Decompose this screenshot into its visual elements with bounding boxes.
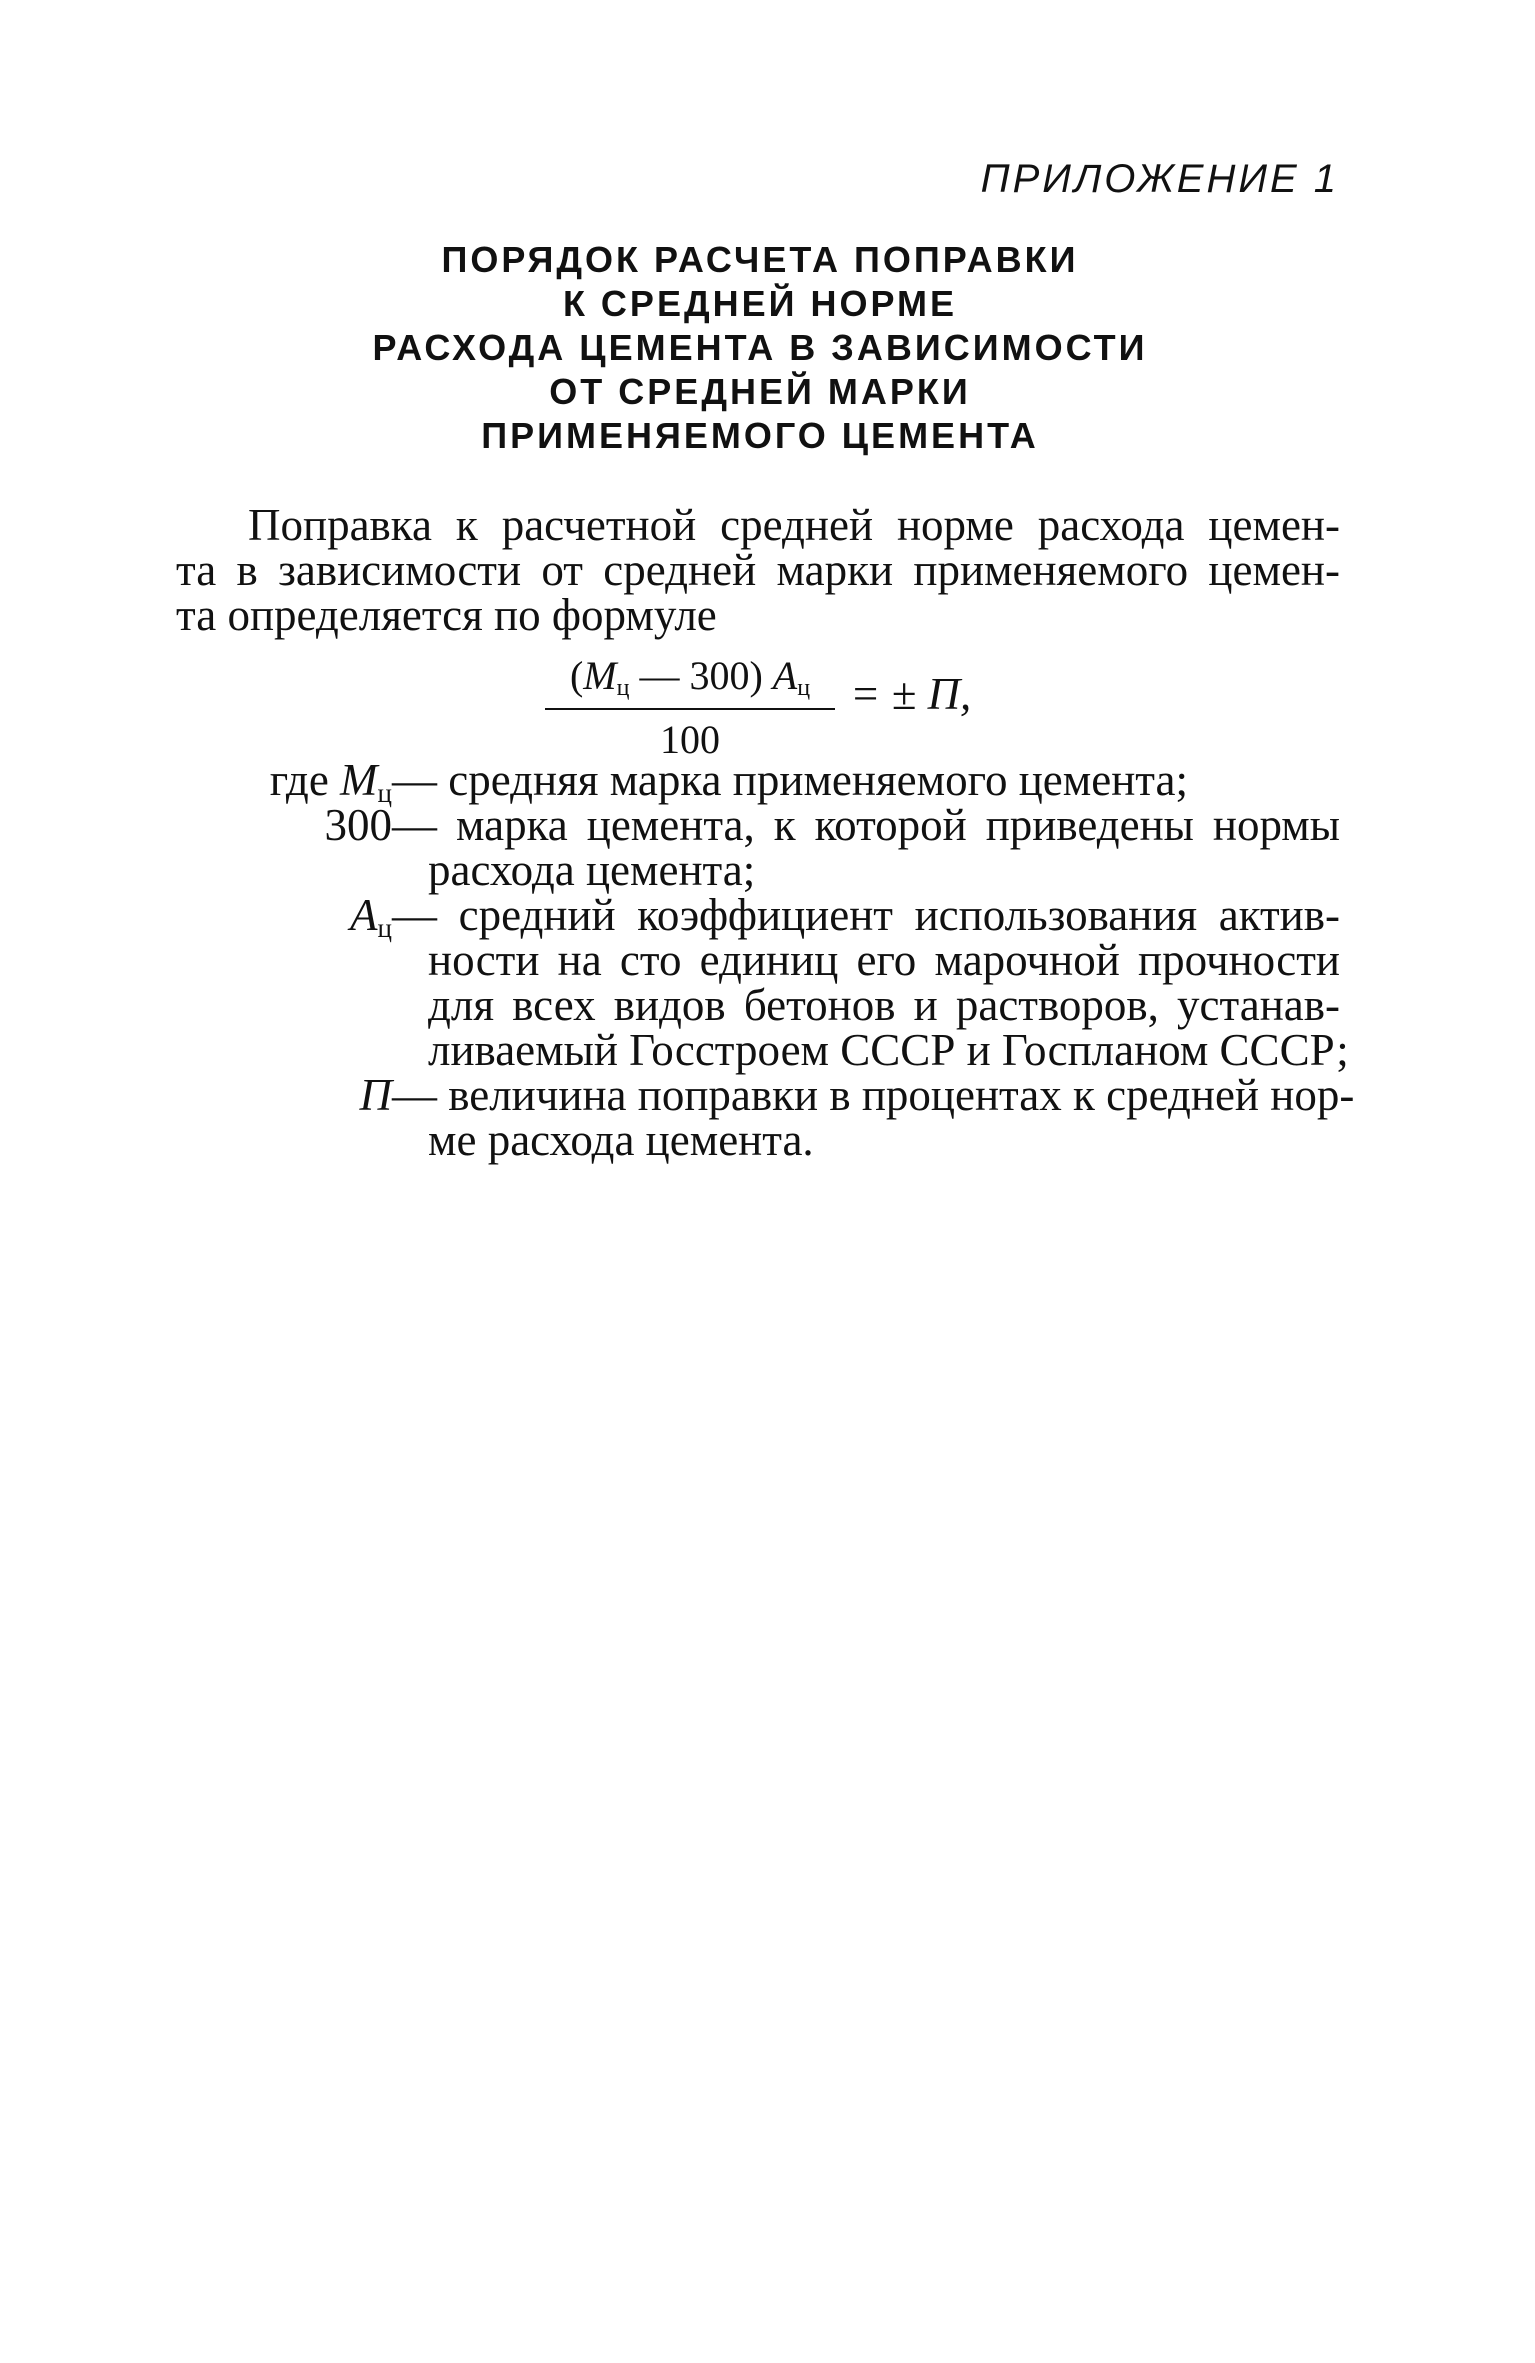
definition-line: для всех видов бетонов и растворов, устанав- — [428, 980, 1340, 1030]
definition-description — [392, 755, 1340, 805]
title-line: ОТ СРЕДНЕЙ МАРКИ — [549, 371, 971, 412]
definition-subscript: ц — [377, 777, 392, 808]
title-line: ПОРЯДОК РАСЧЕТА ПОПРАВКИ — [441, 239, 1079, 280]
definition-description — [392, 800, 1340, 895]
definition-term — [170, 890, 392, 951]
definition-description — [392, 1070, 1355, 1165]
formula-rhs: = ± П, — [850, 669, 972, 719]
definition-term — [170, 800, 392, 850]
definition-line: ливаемый Госстроем СССР и Госпланом СССР; — [428, 1025, 1349, 1075]
formula-symbol-a: А — [772, 653, 798, 698]
paragraph-line: Поправка к расчетной средней норме расхода цемен- — [248, 500, 1340, 550]
document-title — [250, 238, 1270, 458]
definition-line: расхода цемента; — [428, 845, 756, 895]
formula-subscript: ц — [616, 675, 630, 701]
definition-line: — средняя марка применяемого цемента; — [392, 755, 1188, 805]
definition-line: — средний коэффициент использования актив- — [392, 890, 1340, 940]
formula-denominator: 100 — [660, 717, 720, 762]
title-line: ПРИМЕНЯЕМОГО ЦЕМЕНТА — [481, 415, 1039, 456]
definitions-list — [170, 755, 1355, 1165]
definition-item — [170, 755, 1340, 808]
definition-item — [170, 1070, 1355, 1165]
title-line: К СРЕДНЕЙ НОРМЕ — [562, 283, 958, 324]
definition-line: — величина поправки в процентах к средней нор- — [392, 1070, 1355, 1120]
formula-symbol-m: М — [583, 653, 617, 698]
definition-symbol: А — [350, 890, 378, 940]
formula-fraction — [545, 652, 835, 763]
formula-subscript: ц — [797, 675, 811, 701]
formula-numerator — [545, 652, 835, 708]
definition-prefix: где — [269, 755, 341, 805]
title-line: РАСХОДА ЦЕМЕНТА В ЗАВИСИМОСТИ — [372, 327, 1148, 368]
definition-symbol: М — [340, 755, 378, 805]
formula-middle: — 300) — [629, 653, 773, 698]
definition-line: ности на сто единиц его марочной прочности — [428, 935, 1340, 985]
formula-paren: ( — [569, 653, 584, 698]
definition-line: — марка цемента, к которой приведены нормы — [392, 800, 1340, 850]
definition-item — [170, 890, 1349, 1075]
definition-term — [170, 1070, 392, 1120]
definition-item — [170, 800, 1340, 895]
intro-paragraph — [176, 500, 1340, 640]
definition-symbol: П — [359, 1070, 392, 1120]
definition-line: ме расхода цемента. — [428, 1115, 814, 1165]
paragraph-line: та определяется по формуле — [176, 590, 717, 640]
definition-symbol: 300 — [324, 800, 392, 850]
paragraph-line: та в зависимости от средней марки применяемого цемен- — [176, 545, 1340, 595]
definition-subscript: ц — [377, 912, 392, 943]
definition-description — [392, 890, 1349, 1075]
appendix-label: ПРИЛОЖЕНИЕ 1 — [980, 157, 1339, 201]
